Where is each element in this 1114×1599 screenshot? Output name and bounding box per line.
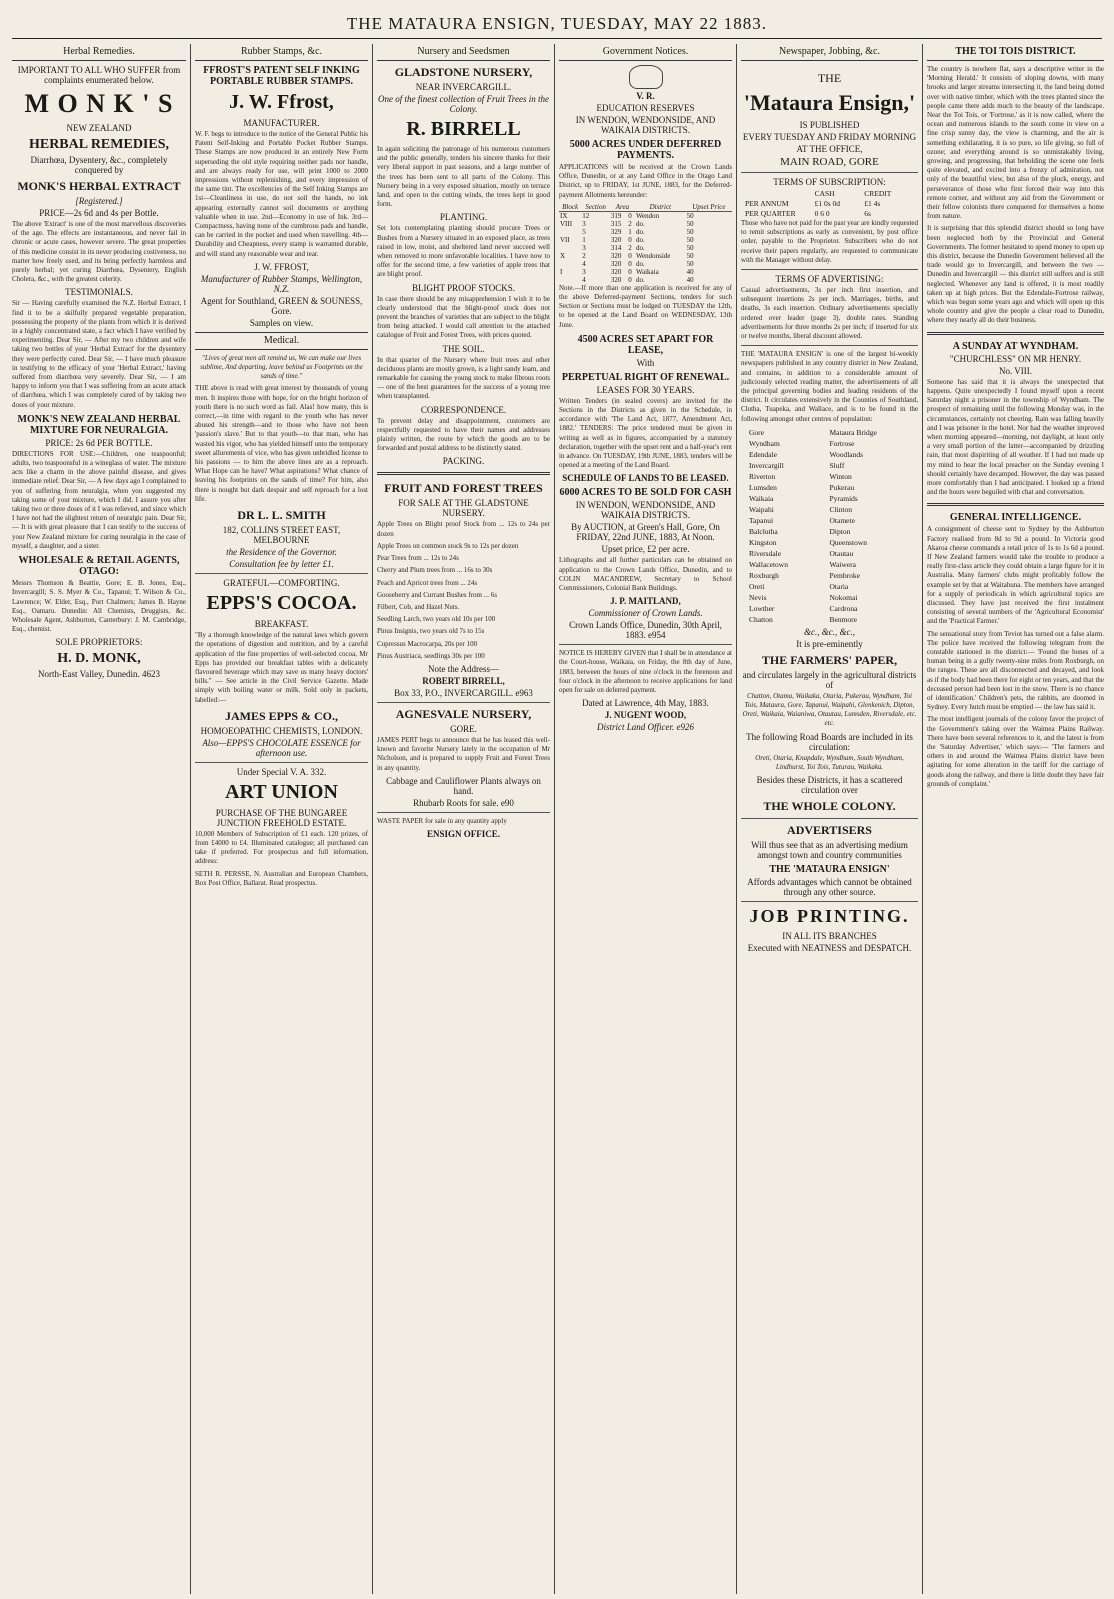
- branches-line: IN ALL ITS BRANCHES: [782, 931, 877, 942]
- auction-line: By AUCTION, at Green's Hall, Gore, On FRIDAY, 22nd JUNE, 1883, At Noon.: [571, 522, 720, 543]
- divider: [559, 644, 732, 645]
- table-cell: IX: [560, 211, 568, 220]
- farmers-paper: THE FARMERS' PAPER,: [761, 652, 898, 667]
- acres-heading: 5000 ACRES UNDER DEFERRED PAYMENTS.: [569, 139, 722, 161]
- doctor-name: DR L. L. SMITH: [237, 508, 326, 523]
- town-name: Mataura Bridge: [829, 427, 877, 437]
- art-union-subtitle: PURCHASE OF THE BUNGAREE JUNCTION FREEHOLD ESTATE.: [215, 807, 348, 828]
- divider: [377, 812, 550, 813]
- blight-heading: BLIGHT PROOF STOCKS.: [412, 282, 515, 293]
- vice-regal: Under Special V. A. 332.: [236, 766, 327, 777]
- masthead-rule: [12, 38, 1102, 39]
- table-cell: 50: [686, 259, 694, 268]
- nursery-name: GLADSTONE NURSERY,: [394, 65, 533, 79]
- registered-mark: [Registered.]: [75, 196, 123, 206]
- herbal-remedies-title: HERBAL REMEDIES,: [28, 137, 170, 152]
- neuralgia-text: DIRECTIONS FOR USE:—Children, one teaspoonful; adults, two teaspoonsful in a wineglass of water. The mixture acts like a charm in the above painful disease, and gives immediate relief. Dear Sir, — A few days ago I complained to you of suffering from neuralgia, when you suggested my taking some of your mixture, which I did. I assure you after taking two or three doses of it I was relieved, and since which I have not had the slightest return of neuralgic pain. Dear Sir, — It is with great pleasure that I can testify to the success of your New Zealand mixture for curing neuralgia in the case of myself, a daughter, and a sister.: [12, 449, 186, 550]
- table-cell: 320: [610, 235, 622, 244]
- town-name: Chatton: [749, 614, 773, 624]
- town-name: Pukerau: [829, 482, 855, 492]
- table-row: [559, 228, 732, 236]
- price-item: Cupressus Macrocarpa, 20s per 100: [377, 639, 478, 648]
- per-quarter-credit: 6s: [864, 209, 871, 218]
- table-header-cell: Section: [581, 203, 610, 212]
- price-line: PRICE—2s 6d and 4s per Bottle.: [39, 208, 159, 218]
- price-item: Pear Trees from ... 12s to 24s: [377, 554, 459, 563]
- advertising-text: Casual advertisements, 3s per inch first insertion, and subsequent insertions 2s per inch. Marriages, births, and deaths, 3s each insertion. Ordinary advertisements specially ordered over leader (page 3), double rates. Standing advertisements for three months 2s per inch; if inserted for six or twelve months, liberal discount allowed.: [741, 286, 918, 341]
- dated-line: Crown Lands Office, Dunedin, 30th April, 1883. e954: [569, 620, 722, 641]
- intelligence-text: A consignment of cheese sent to Sydney by the Ashburton Factory realised from 8d to 9d a pound. In Victoria good Akaroa cheese commands a retail price of 1s to 1s 6d a pound. If New Zealand farmers would take the trouble to produce a really first-class article they could obtain a large figure for it in Australia. Many farmers' clubs might profitably follow the example set by that at Waitahuna. The members have arranged for a supply of periodicals in which agricultural topics are discussed. They have just received the first instalment consisting of several numbers of the 'Agricultural Economist' and the 'Practical Farmer.': [927, 525, 1104, 626]
- divider: [377, 472, 550, 475]
- art-union-title: ART UNION: [225, 780, 338, 803]
- farm-districts: Chatton, Otama, Waikaka, Otaria, Pukerau, Wyndham, Toi Tois, Mataura, Gore, Tapanui, Waipahi, Glenkenich, Dipton, Oreti, Waikaia, Waianiwa, Otautau, Lumsden, Riversdale, etc. etc.: [742, 691, 917, 728]
- pre-eminently: It is pre-eminently: [796, 638, 863, 649]
- divider: [195, 573, 368, 574]
- table-row: [559, 244, 732, 252]
- sale-heading: 6000 ACRES TO BE SOLD FOR CASH: [559, 487, 732, 499]
- published-label: IS PUBLISHED: [799, 120, 860, 130]
- table-cell: do.: [635, 243, 645, 252]
- etc-line: &c., &c., &c.,: [804, 626, 855, 637]
- fruit-trees-subtitle: FOR SALE AT THE GLADSTONE NURSERY.: [398, 498, 529, 519]
- town-name: Gore: [749, 427, 764, 437]
- epps-subtitle: HOMOEOPATHIC CHEMISTS, LONDON.: [200, 725, 363, 736]
- intelligence-text-3: The most intelligent journals of the colony favor the project of the Government's taking over the Waimea Plains Railway. There have been several references to it, and the latest is from the 'Saturday Advertiser,' which says:— 'The farmers and others in and around the Waimea Plains district have been agitating for some alteration in the tariff for the carriage of goods along the railway, and there is little doubt they have fair grounds of complaint.': [927, 715, 1104, 788]
- subscription-terms: [741, 189, 918, 219]
- road-line: MAIN ROAD, GORE: [780, 156, 879, 168]
- table-row: [559, 211, 732, 220]
- price-item: Cherry and Plum trees from ... 16s to 30s: [377, 566, 493, 575]
- table-cell: VIII: [560, 219, 573, 228]
- doctor-address: 182, COLLINS STREET EAST, MELBOURNE: [222, 525, 341, 546]
- price-list: [377, 520, 550, 660]
- table-cell: 2: [628, 243, 632, 252]
- town-name: Woodlands: [829, 449, 864, 459]
- churchless-line: "CHURCHLESS" ON MR HENRY.: [949, 353, 1082, 364]
- table-row: [559, 260, 732, 268]
- table-cell: 0: [628, 259, 632, 268]
- table-cell: do.: [635, 235, 645, 244]
- with-label: With: [636, 357, 655, 368]
- advertising-heading: TERMS OF ADVERTISING:: [775, 274, 884, 285]
- town-name: Tapanui: [749, 515, 774, 525]
- town-name: Sluff: [829, 460, 845, 470]
- column-editorial: [922, 44, 1108, 1594]
- breakfast-label: BREAKFAST.: [254, 619, 309, 630]
- nz-subtitle: NEW ZEALAND: [66, 123, 132, 133]
- blight-text: In case there should be any misapprehension I wish it to be clearly understood that the blight-proof stock does not prevent the branches of varieties that are subject to the blight from being attacked. I would call attention to the attached catalogue of Fruit and Forest Trees, with prices quoted.: [377, 294, 550, 340]
- consultation-fee: Consultation fee by letter £1.: [229, 559, 334, 570]
- town-name: Pembroke: [829, 570, 860, 580]
- notice-text: NOTICE IS HEREBY GIVEN that I shall be in attendance at the Court-house, Waikaia, on Friday, the 8th day of June, 1883, between the hours of nine o'clock in the forenoon and four o'clock in the afternoon to receive applications for land open for sale on deferred payment.: [559, 649, 732, 695]
- sale-districts: IN WENDON, WENDONSIDE, AND WAIKAIA DISTRICTS.: [575, 500, 716, 521]
- table-cell: 50: [686, 211, 694, 220]
- nursery-intro: In again soliciting the patronage of his numerous customers and the public generally, tenders his sincere thanks for their very liberal support in past seasons, and a large number of the trees has been sent to all parts of the Colony. This Nursery being in a very exposed situation, mostly on terrace land, and open to the cutting winds, the trees kept in good form.: [377, 145, 550, 209]
- table-cell: 50: [686, 219, 694, 228]
- toi-tois-text-2: It is surprising that this splendid district should so long have been neglected both by the Provincial and General Governments. The former hesitated to spend money to open up this district, because the Dunedin Government believed all the trade would go to Invercargill, and between the two — Dunedin and Invercargill — this district still suffers and is still neglected. Whenever any land is offered, it is most readily taken up at high prices. But the Edendale-Fortrose railway, which was begun some years ago and which will open up this whole country and give the people a clear road to Dunedin, where they nearly all do their business.: [927, 224, 1104, 325]
- column-header: Nursery and Seedsmen: [377, 44, 550, 61]
- intelligence-text-2: The sensational story from Teviot has turned out a false alarm. The police have received the following telegram from the constable stationed in the district:— 'Found the bones of a human being in a gully twenty-nine miles from Roxburgh, on the ranges. These are all disconnected and decayed, and look as if the body had been there for eight or ten years, and that the deceased person had been lost in the snow. There is no chance of identification.' Children's pets, the rabbits, are doomed in Sydney. Every hutch must be emptied — the law has said it.: [927, 629, 1104, 712]
- column-rubber-stamps: [190, 44, 372, 1594]
- proprietor-address: North-East Valley, Dunedin. 4623: [38, 669, 160, 680]
- towns-list: [741, 427, 918, 625]
- maitland-role: Commissioner of Crown Lands.: [588, 608, 703, 619]
- agents-heading: WHOLESALE & RETAIL AGENTS, OTAGO:: [18, 555, 180, 578]
- column-nursery: [372, 44, 554, 1594]
- table-cell: [559, 260, 581, 268]
- table-cell: 4: [582, 259, 586, 268]
- price-item: Gooseberry and Currant Bushes from ... 6s: [377, 590, 497, 599]
- proprietors-label: SOLE PROPRIETORS:: [55, 637, 143, 648]
- table-cell: do.: [635, 259, 645, 268]
- table-cell: 329: [610, 227, 622, 236]
- besides-line: Besides these Districts, it has a scattered circulation over: [756, 775, 903, 796]
- subscription-text: Those who have not paid for the past year are kindly requested to remit subscriptions as early as convenient, by post office order, payable to the Proprietor. Subscribers who do not receive their papers regularly, are requested to communicate with the Manager without delay.: [741, 219, 918, 264]
- town-name: Dipton: [829, 526, 851, 536]
- town-name: Invercargill: [749, 460, 784, 470]
- table-row: [559, 236, 732, 244]
- table-cell: 40: [686, 267, 694, 276]
- column-header: Herbal Remedies.: [12, 44, 186, 61]
- table-cell: 50: [686, 251, 694, 260]
- town-name: Waikaia: [749, 493, 774, 503]
- poem: "Lives of great men all remind us, We can make our lives sublime, And departing, leave behind us Footprints on the sands of time.": [200, 353, 363, 381]
- town-name: Edendale: [749, 449, 777, 459]
- table-cell: 4: [582, 275, 586, 284]
- schedule-heading: SCHEDULE OF LANDS TO BE LEASED.: [562, 473, 729, 484]
- table-cell: 3: [582, 267, 586, 276]
- per-annum-credit: £1 4s: [864, 199, 881, 208]
- ffrost-name: J. W. Ffrost,: [229, 91, 334, 113]
- advertisers-text: Will thus see that as an advertising medium amongst town and country communities: [751, 840, 908, 861]
- price-item: Pinus Austriaca, seedlings 30s per 100: [377, 651, 485, 660]
- table-cell: Wendonside: [635, 251, 671, 260]
- town-name: Clinton: [829, 504, 853, 514]
- table-cell: [559, 228, 581, 236]
- cure-line: Diarrhœa, Dysentery, &c., completely conquered by: [30, 155, 168, 175]
- nugent-name: J. NUGENT WOOD,: [604, 710, 687, 721]
- office-label: AT THE OFFICE,: [796, 144, 863, 154]
- whole-colony: THE WHOLE COLONY.: [763, 799, 896, 814]
- testimonials-heading: TESTIMONIALS.: [65, 287, 133, 298]
- price-item: Apple Trees on common stock 9s to 12s per dozen: [377, 541, 519, 550]
- town-name: Wyndham: [749, 438, 780, 448]
- table-row: [559, 220, 732, 228]
- divider: [741, 818, 918, 819]
- renewal-heading: PERPETUAL RIGHT OF RENEWAL.: [561, 371, 730, 383]
- town-name: Roxburgh: [749, 570, 779, 580]
- town-name: Benmore: [829, 614, 857, 624]
- table-cell: 320: [610, 267, 622, 276]
- correspondence-text: To prevent delay and disappointment, customers are respectfully requested to have their names and addresses plainly written, the route by which the goods are to be forwarded and postal address to be distinctly stated.: [377, 416, 550, 453]
- nugent-role: District Land Officer. e926: [597, 722, 694, 733]
- price-item: Seedling Larch, two years old 10s per 100: [377, 615, 496, 624]
- note-address: Note the Address—: [428, 663, 499, 674]
- town-name: Kingston: [749, 537, 777, 547]
- newspaper-title: THE MATAURA ENSIGN, TUESDAY, MAY 22 1883.: [346, 14, 768, 33]
- agnesvale-location: GORE.: [450, 723, 477, 734]
- road-boards-heading: The following Road Boards are included in its circulation:: [746, 731, 913, 752]
- column-header: Newspaper, Jobbing, &c.: [741, 44, 918, 61]
- table-header-cell: Upset Price: [686, 203, 732, 212]
- per-annum-label: PER ANNUM: [745, 199, 789, 208]
- birrell-address-name: ROBERT BIRRELL,: [422, 675, 505, 686]
- executed-line: Executed with NEATNESS and DESPATCH.: [747, 943, 912, 954]
- table-cell: 50: [686, 227, 694, 236]
- testimonials-text: Sir — Having carefully examined the N.Z. Herbal Extract, I find it to be a skilfully prepared vegetable preparation, possessing the property of the plants from which it is derived in a highly concentrated state, a fact which I have verified by experimenting. Dear Sir, — After my two children and wife taking two bottles of your 'Herbal Extract' for the dysentery they were perfectly cured. Dear Sir, — I have much pleasure in testifying to the efficacy of your 'Herbal Extract,' having suffered from diarrhœa very severely. Dear Sir, — I am happy to inform you that I was suffering from an acute attack of diarrhœa, which I was completely cured of by taking two doses of your mixture.: [12, 299, 186, 409]
- epps-company: JAMES EPPS & CO.,: [224, 708, 338, 723]
- table-cell: [559, 244, 581, 252]
- grateful-line: GRATEFUL—COMFORTING.: [223, 578, 340, 589]
- table-header-cell: Block: [559, 203, 581, 212]
- extract-description: The above 'Extract' is one of the most marvellous discoveries of the age. The effects are instantaneous, and never fail in chronic or acute cases, however severe. The great properties of this medicine consist in its never producing costiveness, no matter how freely used, and its being perfectly harmless and purely herbal; yet curing Diarrhœa, Dysentery, English Cholera, &c., with the greatest celerity.: [12, 220, 186, 284]
- ensign-repeat: THE 'MATAURA ENSIGN': [769, 864, 890, 876]
- table-cell: 50: [686, 243, 694, 252]
- table-cell: 1: [628, 227, 632, 236]
- fruit-trees-heading: FRUIT AND FOREST TREES: [384, 481, 543, 496]
- ensign-office: ENSIGN OFFICE.: [426, 828, 500, 839]
- table-cell: 1: [582, 235, 586, 244]
- table-cell: X: [560, 251, 566, 260]
- epps-cocoa-title: EPPS'S COCOA.: [206, 592, 357, 615]
- town-name: Balclutha: [749, 526, 778, 536]
- signature-role: Manufacturer of Rubber Stamps, Wellington, N.Z.: [200, 273, 363, 294]
- planting-text: Set lots contemplating planting should procure Trees or Bushes from a Nursery situated in an exposed place, as trees raised in low, moist, and sheltered land never succeed well when removed to more unfavorable localities. I have now to offer for the second time, a few varieties of apple trees that are blight proof.: [377, 224, 550, 279]
- table-cell: VII: [560, 235, 570, 244]
- town-name: Cardrona: [829, 603, 858, 613]
- price-item: Pinus Insignis, two years old 7s to 15s: [377, 627, 485, 636]
- table-cell: [559, 276, 581, 284]
- table-header-cell: District: [635, 203, 686, 212]
- town-name: Queenstown: [829, 537, 867, 547]
- table-cell: 319: [610, 211, 622, 220]
- table-cell: 2: [628, 219, 632, 228]
- town-name: Winton: [829, 471, 852, 481]
- rhubarb-line: Rhubarb Roots for sale. e90: [413, 797, 514, 808]
- table-cell: 320: [610, 251, 622, 260]
- town-name: Wallacetown: [749, 559, 788, 569]
- samples-line: Samples on view.: [249, 317, 314, 328]
- table-cell: Waikaia: [635, 267, 659, 276]
- nursery-tagline: One of the finest collection of Fruit Trees in the Colony.: [378, 94, 549, 114]
- general-intelligence-heading: GENERAL INTELLIGENCE.: [949, 512, 1082, 524]
- per-quarter-cash: 0 6 0: [814, 209, 830, 218]
- divider: [741, 172, 918, 173]
- divider: [927, 503, 1104, 506]
- table-cell: 0: [628, 267, 632, 276]
- town-name: Otautau: [829, 548, 854, 558]
- epps-chocolate: Also—EPPS'S CHOCOLATE ESSENCE for afternoon use.: [202, 737, 361, 758]
- ad-intro: IMPORTANT TO ALL WHO SUFFER from complaints enumerated below.: [17, 65, 181, 85]
- divider: [927, 332, 1104, 335]
- town-name: Nevis: [749, 592, 767, 602]
- table-cell: 320: [610, 275, 622, 284]
- column-header: Government Notices.: [559, 44, 732, 61]
- column-header: Rubber Stamps, &c.: [195, 44, 368, 61]
- districts-line: IN WENDON, WENDONSIDE, AND WAIKAIA DISTRICTS.: [575, 115, 716, 135]
- doctor-note: the Residence of the Governor.: [226, 547, 337, 558]
- maitland-name: J. P. MAITLAND,: [610, 596, 681, 607]
- table-row: [559, 276, 732, 284]
- medical-header: Medical.: [195, 332, 368, 350]
- toi-tois-heading: THE TOI TOIS DISTRICT.: [927, 44, 1104, 61]
- days-line: EVERY TUESDAY AND FRIDAY MORNING: [742, 132, 917, 142]
- table-header-cell: Area: [610, 203, 635, 212]
- manufacturer-label: MANUFACTURER.: [243, 118, 320, 128]
- table-cell: 314: [610, 243, 622, 252]
- stamp-description: W. F. begs to introduce to the notice of the General Public his Patent Self-Inking and Portable Pocket Rubber Stamps. These Stamps are now produced in an entirely New Form superseding the old style requiring neither pads nor handle, and are always ready for use, will print 1000 to 2000 impressions without replenishing, and every impression of the same tint. The excellencies of the Self Inking Stamps are 1st—Cleanliness in use, do not soil the hands, no ink appearing externally cannot soil documents or anything valuable when in use. 2nd—Economy in use of Ink. 3rd—Compactness, having none of the cumbrous pads and handle, can be carried in the pocket and used when travelling. 4th—Durability and Cheapness, every stamp is warranted durable, and will stand any reasonable wear and tear.: [195, 130, 368, 258]
- road-boards: Oreti, Otaria, Knapdale, Wyndham, South Wyndham, Lindhurst, Toi Tois, Tuturau, Waikaka.: [755, 753, 904, 771]
- neuralgia-heading: MONK'S NEW ZEALAND HERBAL MIXTURE FOR NEURALGIA.: [17, 413, 181, 436]
- table-cell: 320: [610, 259, 622, 268]
- advertisers-heading: ADVERTISERS: [787, 823, 872, 838]
- nursery-location: NEAR INVERCARGILL.: [415, 82, 512, 92]
- table-cell: 0: [628, 251, 632, 260]
- table-cell: 50: [686, 235, 694, 244]
- signature-name: J. W. FFROST,: [254, 261, 309, 272]
- table-cell: 40: [686, 275, 694, 284]
- art-union-text: 10,000 Members of Subscription of £1 each. 120 prizes, of from £4000 to £4. Illuminated catalogue; all purchased can take if preferred. For prospectus and full information, address:: [195, 829, 368, 866]
- column-government-notices: [554, 44, 736, 1594]
- farmers-subtitle: and circulates largely in the agricultural districts of: [742, 669, 917, 690]
- correspondence-heading: CORRESPONDENCE.: [420, 404, 507, 415]
- medical-text: THE above is read with great interest by thousands of young men. It inspires those with hope, for on the bright horizon of youth there is no such word as fail. Alas! how many, this is correct,—in time with regard to the youth who has never abused his strength—and to those who have not been 'passion's slave.' But to that youth—to that man, who has wasted his vigor, who has yielded himself unto the temporary sweet allurements of vice, who has given unbridled license to his passions — to him the above lines are as a reproach. What Hope can he have? What aspirations? What chance of leaving his footprints on the sands of time? For him, also there is nought but dark despair and self reproach for a lost life.: [195, 384, 368, 503]
- divider: [377, 702, 550, 703]
- table-cell: Wendon: [635, 211, 660, 220]
- column-herbal-remedies: [8, 44, 190, 1594]
- price-item: Apple Trees on Blight proof Stock from ... 12s to 24s per dozen: [377, 520, 550, 538]
- column-newspaper: [736, 44, 922, 1594]
- town-name: Otamete: [829, 515, 855, 525]
- town-name: Fortrose: [829, 438, 855, 448]
- birrell-address-box: Box 33, P.O., INVERCARGILL. e963: [394, 687, 533, 698]
- agent-line: Agent for Southland, GREEN & SOUNESS, Gore.: [200, 295, 363, 316]
- sunday-text: Someone has said that it is always the unexpected that happens. Quite unexpectedly I found myself upon a recent Saturday night a prisoner in the township of Wyndham. The prospect of remaining until the following Monday was, in the circumstances, certainly not cheering. Rain was falling heavily and I was prisoner in the hotel. Nor had the weather improved when morning appeared—morning, not daylight, at least only a very small portion of the latter—accompanied by drizzling rain, that most dispiriting of all weather. If I had not made up my mind to hear the local preacher on the Sunday evening I should certainly have decamped. However, the day was passed more comfortably than I had anticipated. I looked up a friend and the hours were beguiled with chat and conversation.: [927, 377, 1104, 497]
- birrell-name: R. BIRRELL: [406, 118, 521, 140]
- divider: [741, 901, 918, 902]
- sunday-heading: A SUNDAY AT WYNDHAM.: [952, 340, 1079, 352]
- table-cell: 0: [628, 211, 632, 220]
- per-annum-cash: £1 0s 0d: [814, 199, 840, 208]
- pastoral-heading: 4500 ACRES SET APART FOR LEASE,: [577, 333, 714, 356]
- applications-text: APPLICATIONS will be received at the Crown Lands Office, Dunedin, or at any Land Office in the Otago Land District, up to FRIDAY, 1st JUNE, 1883, for the Deferred-payment Allotments hereunder:: [559, 163, 732, 199]
- table-cell: 3: [582, 219, 586, 228]
- agnesvale-text: JAMES PERT begs to announce that he has leased this well-known and favorite Nursery lately in the occupation of Mr Nicholson, and is prepared to supply Fruit and Forest Trees in any quantity.: [377, 735, 550, 772]
- upset-price: Upset price, £2 per acre.: [601, 544, 690, 555]
- table-cell: do.: [635, 227, 645, 236]
- divider: [195, 762, 368, 763]
- planting-heading: PLANTING.: [439, 212, 488, 223]
- soil-heading: THE SOIL.: [442, 343, 485, 354]
- extract-name: MONK'S HERBAL EXTRACT: [17, 179, 181, 193]
- cabbage-line: Cabbage and Cauliflower Plants always on hand.: [386, 775, 541, 796]
- town-name: Riverton: [749, 471, 776, 481]
- lithographs-text: Lithographs and all further particulars can be obtained on application to the Crown Lands Office, Dunedin, and to COLIN MACANDREW, Secretary to School Commissioners, Colonial Bank Buildings.: [559, 556, 732, 593]
- town-name: Lumsden: [749, 482, 777, 492]
- town-name: Waipahi: [749, 504, 774, 514]
- number-label: No. VIII.: [998, 365, 1033, 376]
- table-row: [559, 268, 732, 276]
- job-printing-title: JOB PRINTING.: [749, 906, 910, 927]
- price-item: Peach and Apricot trees from ... 24s: [377, 578, 478, 587]
- town-name: Waiwera: [829, 559, 856, 569]
- deferred-note: Note.—If more than one application is received for any of the above Deferred-payment Sections, tenders for such Section or Sections must be lodged on TUESDAY the 12th, to be opened at the Land Board on WEDNESDAY, 13th June.: [559, 283, 732, 329]
- table-cell: I: [560, 267, 563, 276]
- town-name: Nokomai: [829, 592, 858, 602]
- ensign-title: 'Mataura Ensign,': [743, 90, 916, 115]
- neuralgia-price: PRICE: 2s 6d PER BOTTLE.: [45, 437, 153, 448]
- toi-tois-text: The country is nowhere flat, says a descriptive writer in the 'Morning Herald.' It consists of sloping downs, with many brooks and larger streams intersecting it, the land being dotted over with native timber, which with the trees planted since the people came there adds much to the beauty of the landscape. Near the Toi Tois, or 'Fortrose,' as it is now called, where the ocean and numerous islands to the south come in view on a fine crisp sunny day, the view is charming, and the air is something exhilarating, it is so pure, so life giving, so full of ozone; and everything around is so unmistakably living, growing, and progressing, that beholding the scene one feels quite elevated, and excited into a frenzy of admiration, not only of the beautiful view, but also of the pluck, energy, and perseverance of those who first forced their way into this remote corner, and without any aid from the Government or their fellow colonists there conquered for themselves a home from nature.: [927, 65, 1104, 221]
- table-cell: 315: [610, 219, 622, 228]
- notice-date: Dated at Lawrence, 4th May, 1883.: [582, 698, 709, 709]
- credit-label: CREDIT: [864, 189, 892, 198]
- stamp-ad-title: FFROST'S PATENT SELF INKING PORTABLE RUBBER STAMPS.: [203, 65, 360, 87]
- cocoa-description: "By a thorough knowledge of the natural laws which govern the operations of digestion and nutrition, and by a careful application of the fine properties of well-selected cocoa, Mr Epps has provided our breakfast tables with a delicately flavoured beverage which may save us many heavy doctors' bills." — See article in the Civil Service Gazette. Made simply with boiling water or milk. Sold only in packets, labelled:—: [195, 631, 368, 704]
- table-cell: do.: [635, 275, 645, 284]
- art-union-address: SETH R. PERSSE, N. Australian and European Chambers, Box Post Office, Ballarat. Read prospectus.: [195, 869, 368, 887]
- circulation-text: THE 'MATAURA ENSIGN' is one of the largest bi-weekly newspapers published in any country district in New Zealand, and contains, in addition to a considerable amount of judiciously selected reading matter, the advertisements of all the principal governing bodies and leading residents of the district. It circulates extensively in the Counties of Southland, Clutha, Tuapeka, and Wallace, and is to be found in the following amongst other centres of population:: [741, 350, 918, 423]
- table-cell: 12: [582, 211, 590, 220]
- table-cell: 0: [628, 275, 632, 284]
- price-item: Filbert, Cob, and Hazel Nuts.: [377, 602, 460, 611]
- allotments-table: [559, 203, 732, 284]
- soil-text: In that quarter of the Nursery where fruit trees and other deciduous plants are mostly grown, is a light sandy loam, and remarkable for causing the young stock to make fibrous roots — one of the best guarantees for the success of a young tree when transplanted.: [377, 355, 550, 401]
- divider: [741, 345, 918, 346]
- agents-list: Messrs Thomson & Beattie, Gore; E. B. Jones, Esq., Invercargill; S. S. Myer & Co., Tapanui; T. Wilson & Co., Lawrence; W. Elder, Esq., Port Chalmers; James B. Hayne Esq., Oamaru. Dunedin: All Chemists, Druggists, &c. Wholesale Agent, Ashburton, Canterbury: J. M. Cambridge, Esq., chemist.: [12, 579, 186, 634]
- monks-title: M O N K ' S: [24, 89, 174, 118]
- tenders-text: Written Tenders (in sealed covers) are invited for the Sections in the Districts as given in the Schedule, in accordance with 'The Land Act, 1877, Amendment Act, 1882.' TENDERS: The price tendered must be given in writing as well as in figures, accompanied by a statutory declaration, together with the upset rent and a half-year's rent in advance. On TUESDAY, 19th JUNE, 1883, tenders will be opened at a meeting of the Land Board.: [559, 396, 732, 470]
- affords-line: Affords advantages which cannot be obtained through any other source.: [747, 877, 912, 898]
- agnesvale-name: AGNESVALE NURSERY,: [395, 706, 532, 721]
- divider: [741, 269, 918, 270]
- table-cell: 3: [582, 243, 586, 252]
- town-name: Riversdale: [749, 548, 782, 558]
- town-name: Otaria: [829, 581, 849, 591]
- royal-crest-icon: [629, 65, 663, 89]
- masthead: [0, 0, 1114, 44]
- table-cell: 2: [582, 251, 586, 260]
- table-cell: do.: [635, 219, 645, 228]
- cash-label: CASH: [814, 189, 835, 198]
- vr-mark: V. R.: [636, 91, 655, 101]
- town-name: Oreti: [749, 581, 765, 591]
- packing-heading: PACKING.: [442, 456, 485, 467]
- education-reserves: EDUCATION RESERVES: [596, 103, 695, 113]
- table-row: [559, 252, 732, 260]
- town-name: Lowther: [749, 603, 775, 613]
- town-name: Pyramids: [829, 493, 858, 503]
- subscription-heading: TERMS OF SUBSCRIPTION:: [773, 177, 886, 187]
- per-quarter-label: PER QUARTER: [745, 209, 796, 218]
- leases-heading: LEASES FOR 30 YEARS.: [596, 384, 695, 395]
- the-label: THE: [817, 71, 842, 85]
- table-cell: 5: [582, 227, 586, 236]
- waste-paper-ad: WASTE PAPER for sale in any quantity apply: [377, 816, 507, 825]
- table-cell: 0: [628, 235, 632, 244]
- proprietor-name: H. D. MONK,: [57, 651, 141, 667]
